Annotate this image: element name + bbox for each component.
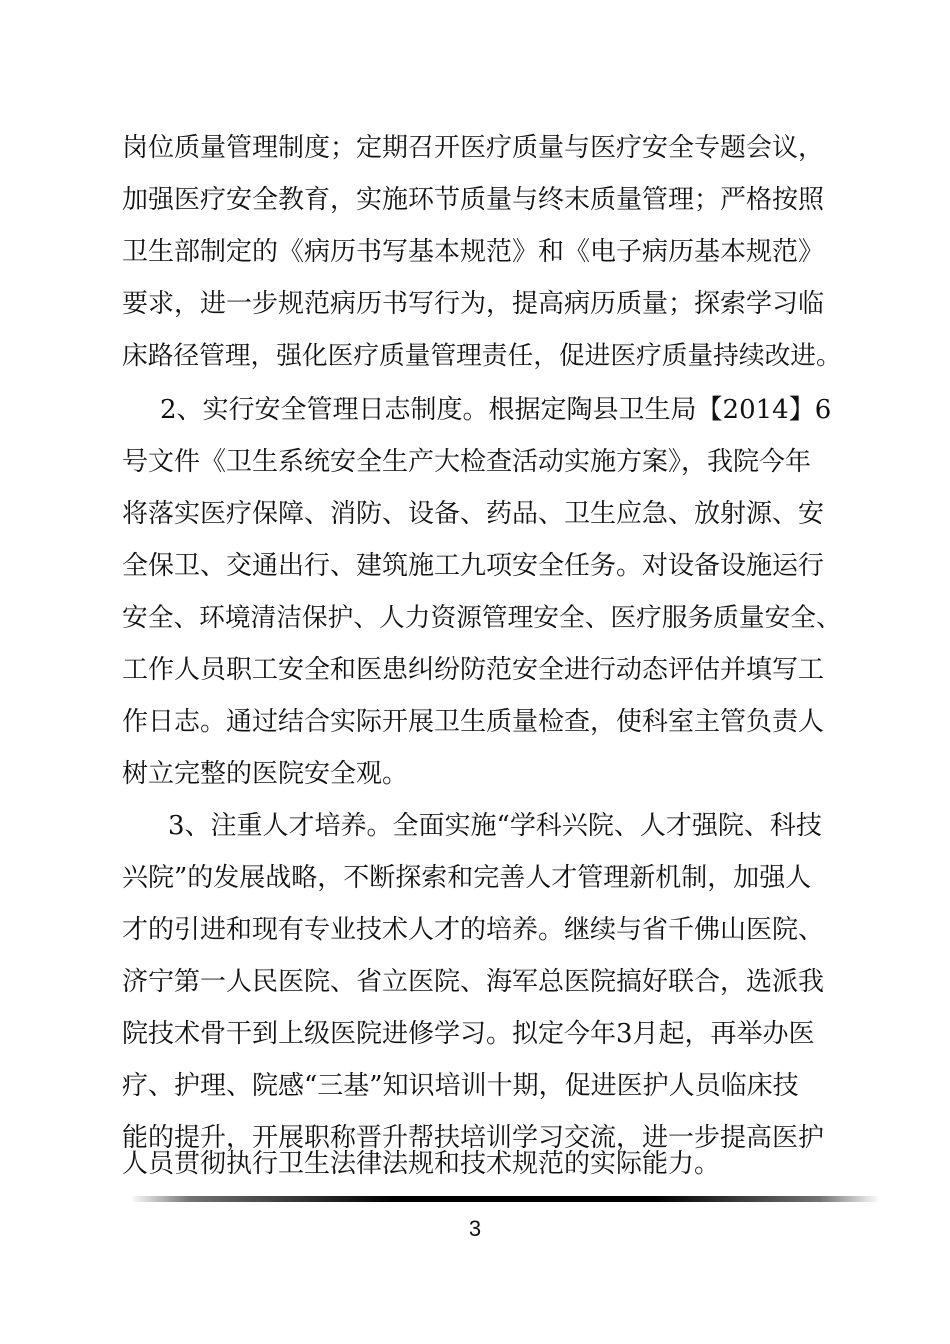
text-line: 工作人员职工安全和医患纠纷防范安全进行动态评估并填写工 [122, 655, 825, 685]
text-line: 人员贯彻执行卫生法律法规和技术规范的实际能力。 [122, 1149, 721, 1179]
text-line: 加强医疗安全教育，实施环节质量与终末质量管理；严格按照 [122, 185, 825, 215]
text-line: 疗、护理、院感“三基”知识培训十期，促进医护人员临床技 [122, 1071, 799, 1101]
text-line: 才的引进和现有专业技术人才的培养。继续与省千佛山医院、 [122, 915, 825, 945]
text-line: 号文件《卫生系统安全生产大检查活动实施方案》，我院今年 [122, 447, 812, 477]
text-line: 安全、环境清洁保护、人力资源管理安全、医疗服务质量安全、 [122, 603, 842, 633]
text-line: 岗位质量管理制度；定期召开医疗质量与医疗安全专题会议， [122, 133, 825, 163]
text-line: 全保卫、交通出行、建筑施工九项安全任务。对设备设施运行 [122, 551, 825, 581]
text-line: 院技术骨干到上级医院进修学习。拟定今年3月起，再举办医 [122, 1019, 815, 1049]
text-line: 济宁第一人民医院、省立医院、海军总医院搞好联合，选派我 [122, 967, 825, 997]
text-line: 要求，进一步规范病历书写行为，提高病历质量；探索学习临 [122, 289, 825, 319]
text-line: 能的提升，开展职称晋升帮扶培训学习交流，进一步提高医护 [122, 1123, 825, 1153]
text-line: 树立完整的医院安全观。 [122, 759, 409, 789]
text-line: 将落实医疗保障、消防、设备、药品、卫生应急、放射源、安 [122, 499, 825, 529]
footer-divider [130, 1196, 880, 1202]
text-line: 床路径管理，强化医疗质量管理责任，促进医疗质量持续改进。 [122, 341, 842, 371]
paragraph-2-first-line: 2、实行安全管理日志制度。根据定陶县卫生局【2014】6 [160, 395, 832, 425]
text-line: 卫生部制定的《病历书写基本规范》和《电子病历基本规范》 [122, 237, 825, 267]
page-number: 3 [468, 1216, 482, 1241]
text-line: 兴院”的发展战略，不断探索和完善人才管理新机制，加强人 [122, 863, 812, 893]
text-line: 作日志。通过结合实际开展卫生质量检查，使科室主管负责人 [122, 707, 825, 737]
paragraph-3-first-line: 3、注重人才培养。全面实施“学科兴院、人才强院、科技 [168, 811, 822, 841]
